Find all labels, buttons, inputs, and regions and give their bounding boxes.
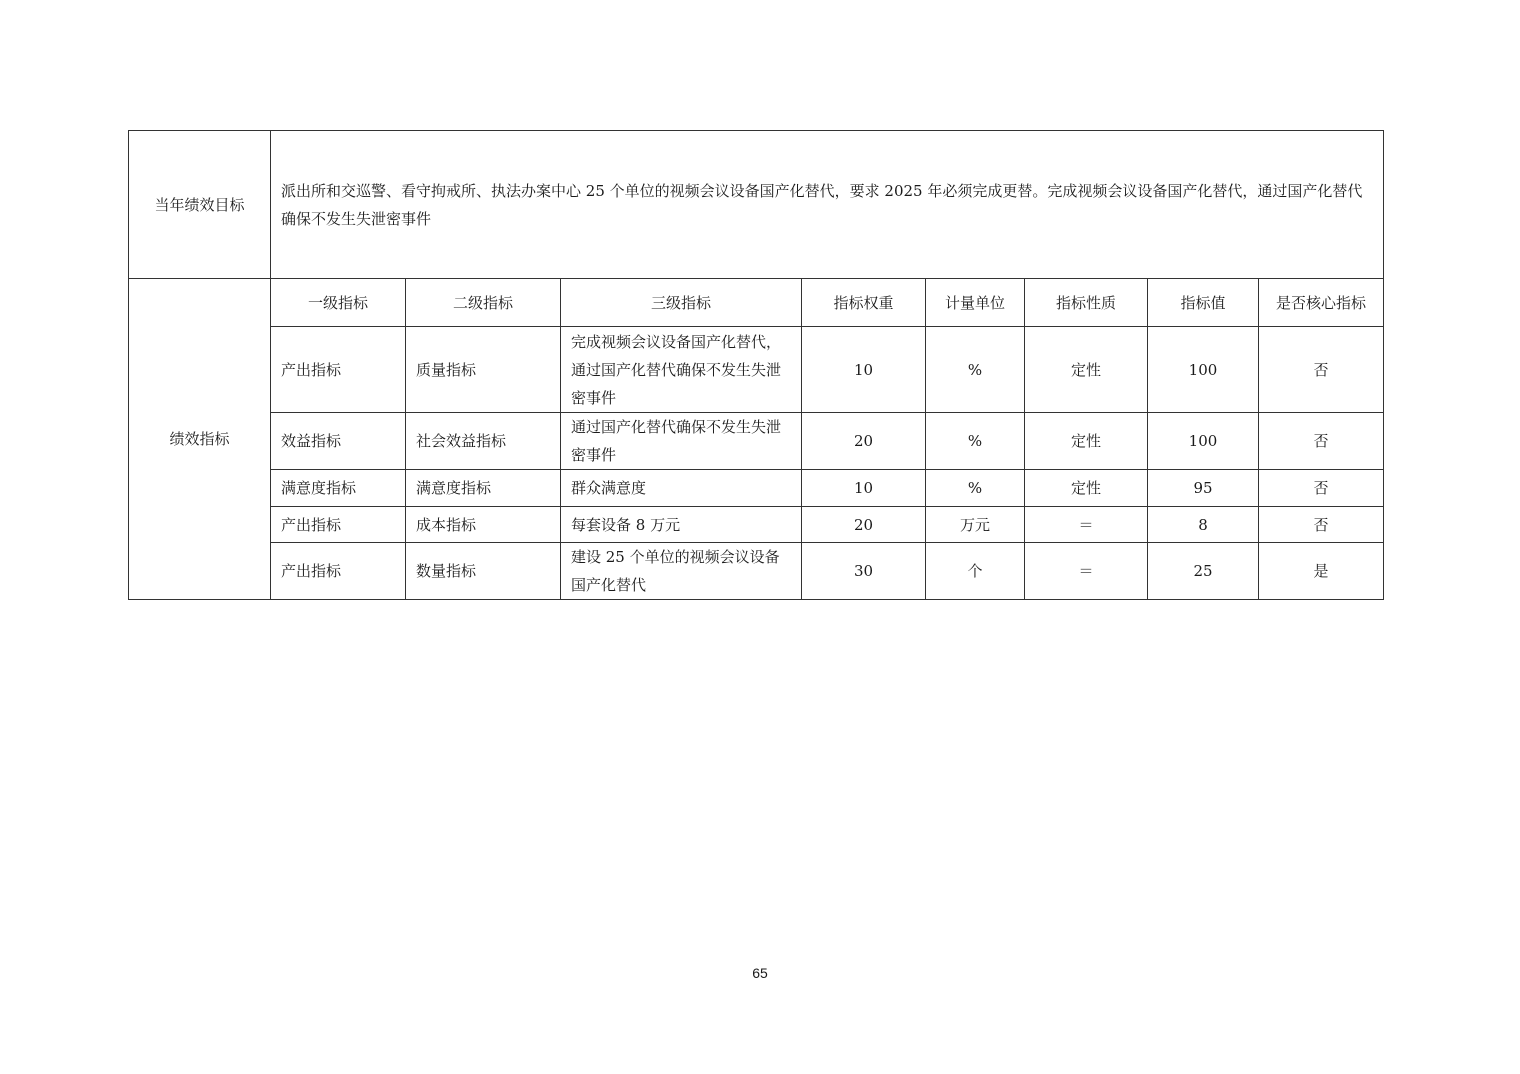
header-weight: 指标权重	[802, 279, 926, 327]
goal-label: 当年绩效目标	[129, 131, 271, 279]
table-row	[129, 507, 1384, 543]
table-row	[129, 413, 1384, 470]
cell-level1: 效益指标	[271, 413, 406, 470]
cell-level1: 产出指标	[271, 327, 406, 413]
cell-value: 100	[1148, 413, 1259, 470]
table-row	[129, 327, 1384, 413]
cell-unit: %	[926, 470, 1025, 507]
performance-sheet	[128, 130, 1383, 600]
indicator-header-row	[129, 279, 1384, 327]
cell-core: 是	[1259, 543, 1384, 600]
cell-level3: 群众满意度	[561, 470, 802, 507]
cell-weight: 10	[802, 470, 926, 507]
cell-weight: 20	[802, 507, 926, 543]
cell-level2: 满意度指标	[406, 470, 561, 507]
cell-level3: 每套设备 8 万元	[561, 507, 802, 543]
header-unit: 计量单位	[926, 279, 1025, 327]
cell-core: 否	[1259, 507, 1384, 543]
cell-weight: 20	[802, 413, 926, 470]
header-level3: 三级指标	[561, 279, 802, 327]
cell-unit: 万元	[926, 507, 1025, 543]
cell-core: 否	[1259, 413, 1384, 470]
cell-nature: ＝	[1025, 507, 1148, 543]
cell-unit: %	[926, 413, 1025, 470]
performance-table	[128, 130, 1384, 600]
cell-unit: %	[926, 327, 1025, 413]
goal-row	[129, 131, 1384, 279]
indicators-label: 绩效指标	[129, 279, 271, 600]
cell-level3: 建设 25 个单位的视频会议设备国产化替代	[561, 543, 802, 600]
header-value: 指标值	[1148, 279, 1259, 327]
cell-level3: 完成视频会议设备国产化替代，通过国产化替代确保不发生失泄密事件	[561, 327, 802, 413]
header-core: 是否核心指标	[1259, 279, 1384, 327]
cell-nature: ＝	[1025, 543, 1148, 600]
cell-value: 8	[1148, 507, 1259, 543]
table-row	[129, 543, 1384, 600]
cell-unit: 个	[926, 543, 1025, 600]
cell-level2: 数量指标	[406, 543, 561, 600]
header-level1: 一级指标	[271, 279, 406, 327]
cell-level1: 产出指标	[271, 507, 406, 543]
cell-level1: 满意度指标	[271, 470, 406, 507]
cell-level3: 通过国产化替代确保不发生失泄密事件	[561, 413, 802, 470]
cell-level1: 产出指标	[271, 543, 406, 600]
cell-level2: 成本指标	[406, 507, 561, 543]
cell-core: 否	[1259, 470, 1384, 507]
cell-nature: 定性	[1025, 413, 1148, 470]
cell-level2: 社会效益指标	[406, 413, 561, 470]
cell-value: 25	[1148, 543, 1259, 600]
cell-value: 100	[1148, 327, 1259, 413]
cell-value: 95	[1148, 470, 1259, 507]
goal-text: 派出所和交巡警、看守拘戒所、执法办案中心 25 个单位的视频会议设备国产化替代，要求 2025 年必须完成更替。完成视频会议设备国产化替代，通过国产化替代确保不发生失泄密事件	[271, 131, 1384, 279]
cell-weight: 10	[802, 327, 926, 413]
header-level2: 二级指标	[406, 279, 561, 327]
cell-nature: 定性	[1025, 327, 1148, 413]
cell-core: 否	[1259, 327, 1384, 413]
cell-nature: 定性	[1025, 470, 1148, 507]
header-nature: 指标性质	[1025, 279, 1148, 327]
cell-level2: 质量指标	[406, 327, 561, 413]
cell-weight: 30	[802, 543, 926, 600]
table-row	[129, 470, 1384, 507]
page-number: 65	[752, 965, 768, 981]
